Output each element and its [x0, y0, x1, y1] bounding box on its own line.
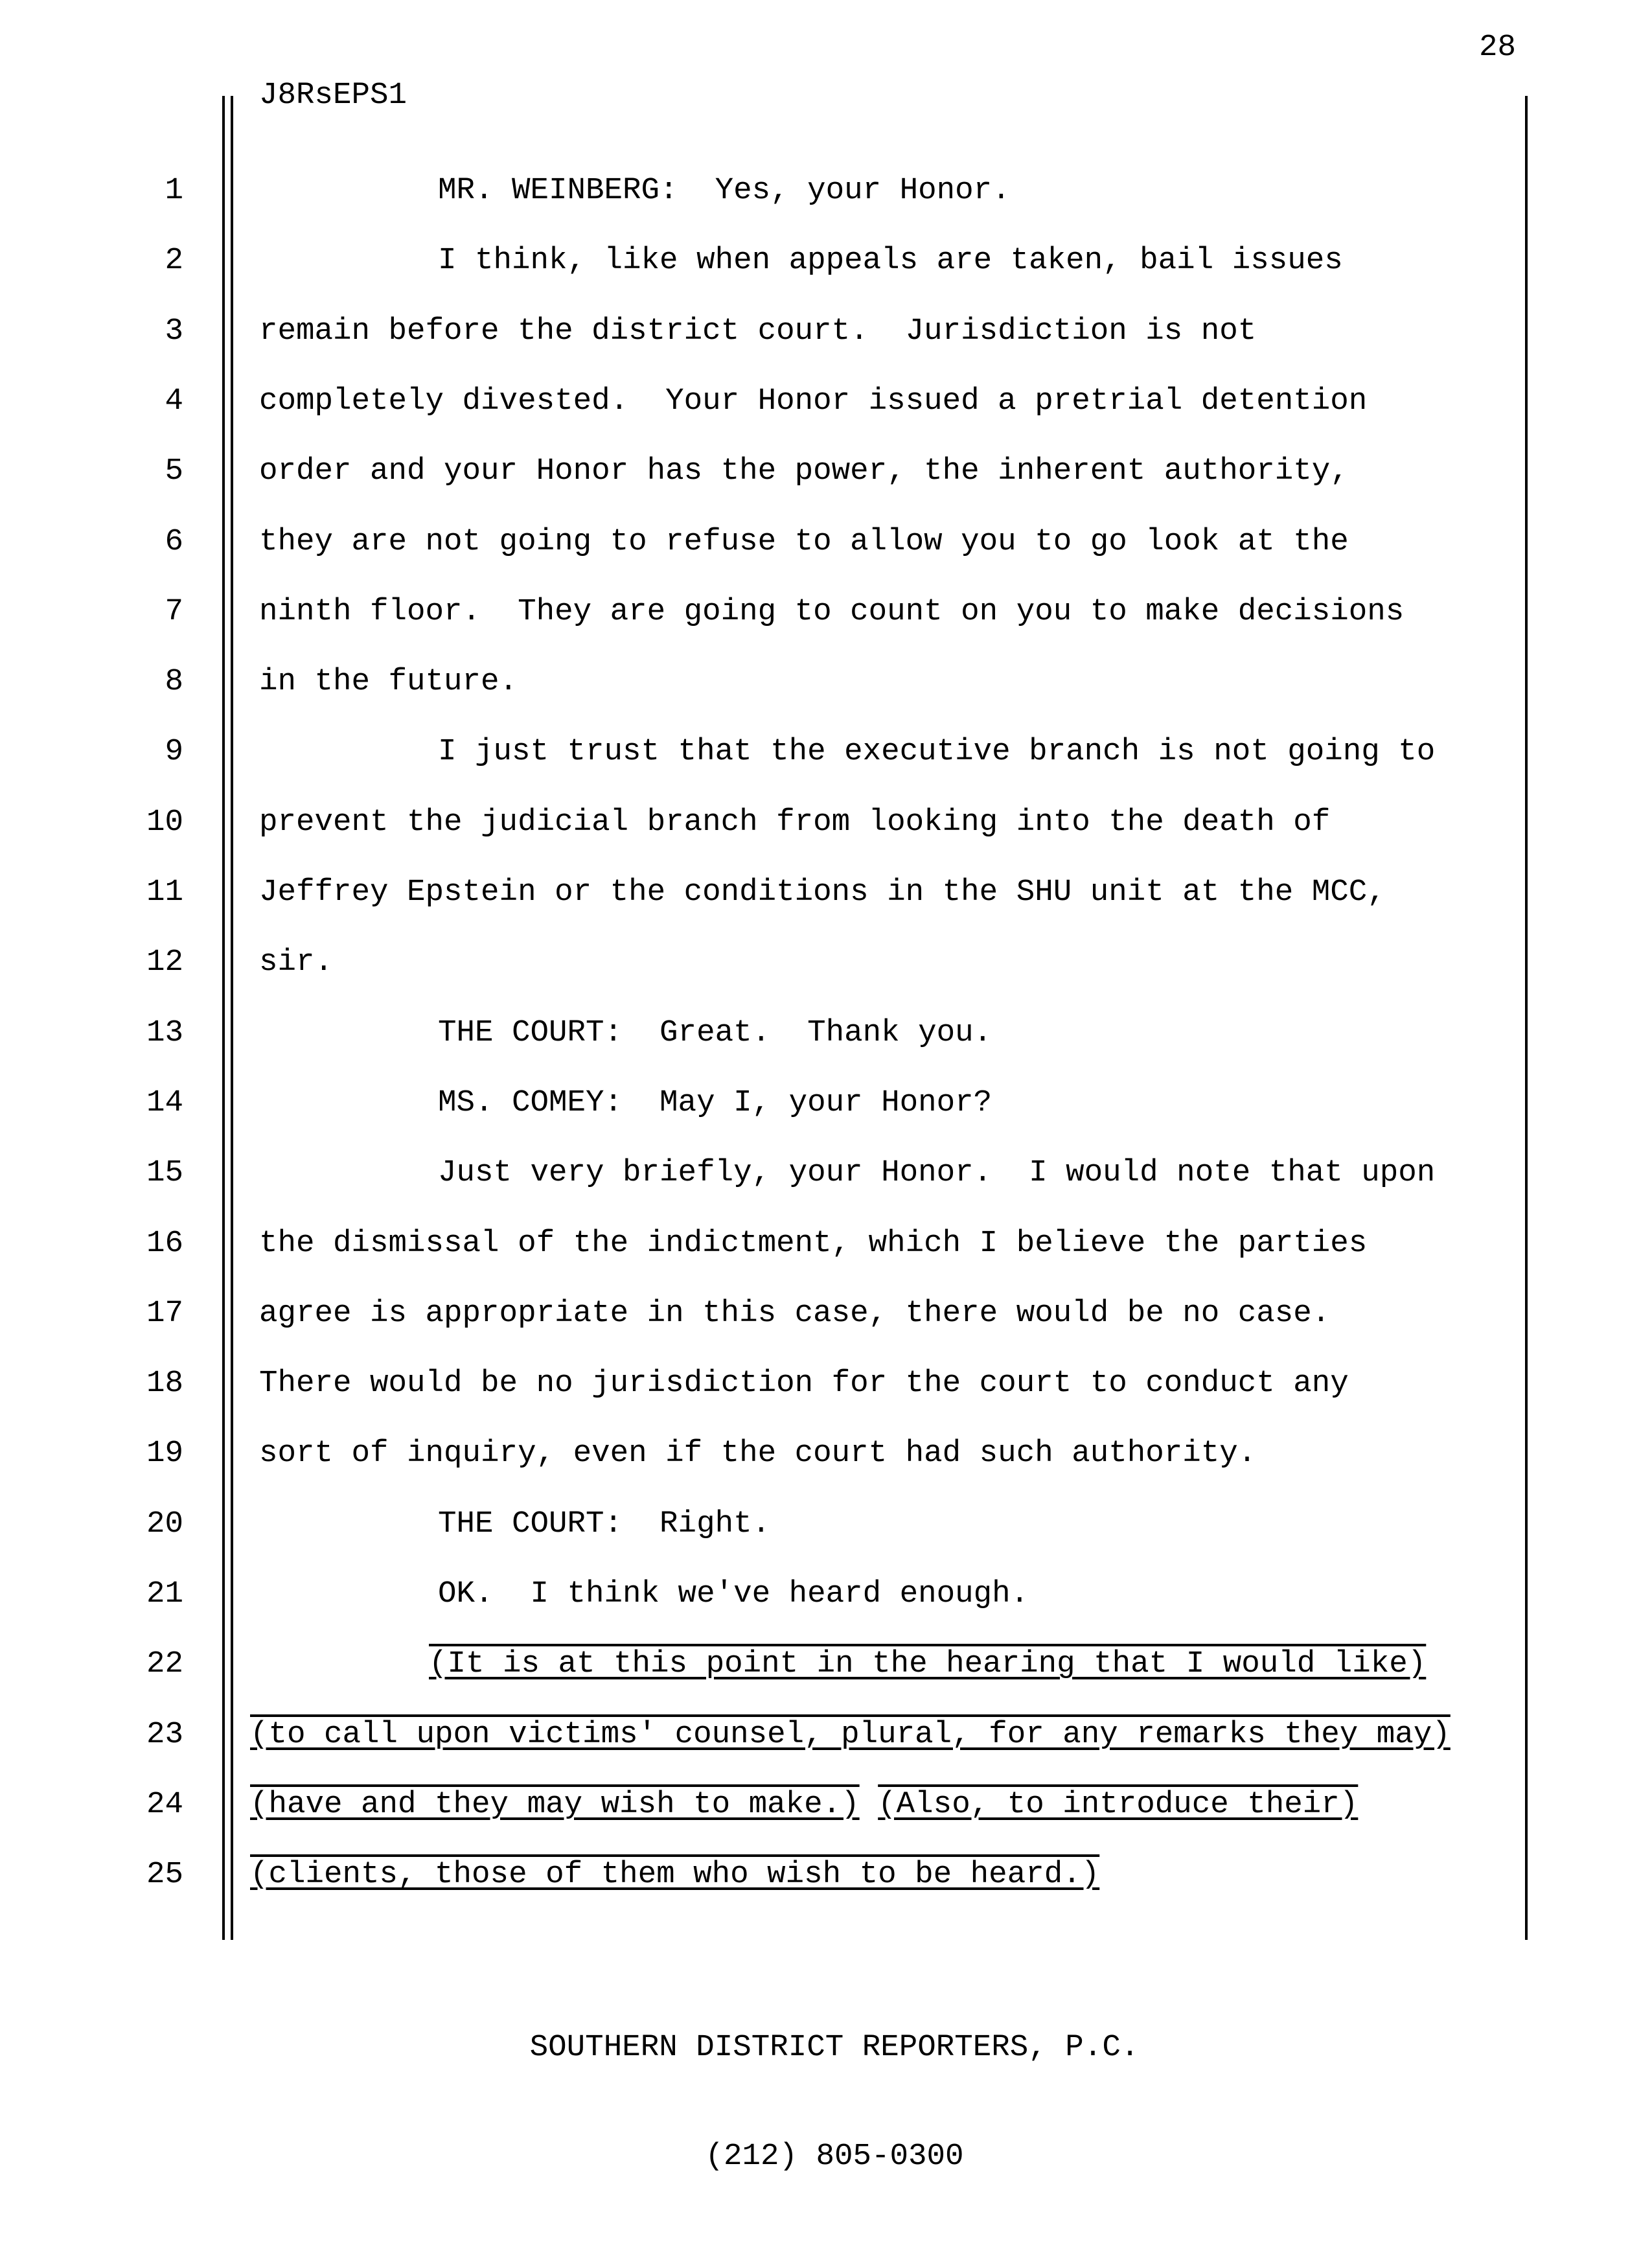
- transcript-line: [0, 524, 1652, 562]
- transcript-line: [0, 1085, 1652, 1124]
- transcript-line: [0, 1155, 1652, 1193]
- text-segment: I think, like when appeals are taken, bail issues: [438, 243, 1343, 279]
- text-segment: THE COURT: Right.: [438, 1506, 771, 1541]
- transcript-line: [0, 944, 1652, 983]
- transcript-line: [0, 874, 1652, 913]
- line-text: [438, 1506, 770, 1543]
- transcript-line: [0, 804, 1652, 843]
- line-text: [259, 1365, 1349, 1402]
- line-text: [438, 172, 1011, 209]
- line-text: [438, 1015, 992, 1052]
- text-segment: the dismissal of the indictment, which I believe the parties: [259, 1225, 1368, 1261]
- header-code: J8RsEPS1: [259, 78, 407, 113]
- line-text: [429, 1646, 1426, 1683]
- transcript-line: [0, 593, 1652, 632]
- line-text: [259, 453, 1349, 490]
- text-segment: they are not going to refuse to allow you to go look at the: [259, 524, 1349, 559]
- transcript-line: [0, 1506, 1652, 1545]
- line-text: [438, 733, 1435, 770]
- transcript-line: [0, 1716, 1652, 1755]
- line-number: 14: [146, 1085, 183, 1120]
- line-number: 5: [165, 454, 183, 489]
- line-number: 17: [146, 1295, 183, 1331]
- line-number: 2: [165, 243, 183, 279]
- sealed-text-segment: (to call upon victims' counsel, plural, for any remarks they may): [250, 1716, 1451, 1752]
- text-segment: [860, 1787, 878, 1822]
- sealed-text-segment: (clients, those of them who wish to be heard.): [250, 1857, 1100, 1893]
- text-segment: sir.: [259, 945, 334, 980]
- text-segment: ninth floor. They are going to count on you to make decisions: [259, 593, 1405, 629]
- line-number: 8: [165, 664, 183, 700]
- footer-phone: (212) 805-0300: [705, 2139, 964, 2174]
- line-number: 22: [146, 1646, 183, 1682]
- footer-org: SOUTHERN DISTRICT REPORTERS, P.C.: [529, 2030, 1140, 2065]
- line-number: 16: [146, 1225, 183, 1261]
- transcript-line: [0, 242, 1652, 281]
- text-segment: Jeffrey Epstein or the conditions in the SHU unit at the MCC,: [259, 875, 1386, 910]
- line-number: 20: [146, 1506, 183, 1541]
- line-text: [438, 242, 1343, 279]
- transcript-line: [0, 1856, 1652, 1895]
- line-number: 13: [146, 1015, 183, 1050]
- text-segment: I just trust that the executive branch is not going to: [438, 734, 1436, 770]
- line-number: 12: [146, 945, 183, 980]
- text-segment: completely divested. Your Honor issued a pretrial detention: [259, 383, 1368, 419]
- text-segment: sort of inquiry, even if the court had such authority.: [259, 1436, 1257, 1471]
- line-number: 3: [165, 313, 183, 349]
- transcript-line: [0, 1646, 1652, 1685]
- line-text: [259, 663, 518, 700]
- line-number: 24: [146, 1786, 183, 1822]
- text-segment: agree is appropriate in this case, there would be no case.: [259, 1295, 1331, 1331]
- text-segment: There would be no jurisdiction for the court to conduct any: [259, 1366, 1349, 1401]
- line-text: [438, 1576, 1029, 1613]
- line-text: [438, 1085, 992, 1122]
- transcript-line: [0, 453, 1652, 492]
- text-segment: order and your Honor has the power, the inherent authority,: [259, 454, 1349, 489]
- transcript-line: [0, 172, 1652, 211]
- sealed-text-segment: (It is at this point in the hearing that I would like): [429, 1646, 1427, 1682]
- text-segment: prevent the judicial branch from looking into the death of: [259, 804, 1331, 840]
- text-segment: in the future.: [259, 664, 518, 700]
- text-segment: MS. COMEY: May I, your Honor?: [438, 1085, 992, 1120]
- line-text: [259, 944, 333, 981]
- line-number: 21: [146, 1576, 183, 1611]
- line-number: 9: [165, 734, 183, 770]
- transcript-line: [0, 1365, 1652, 1404]
- sealed-text-segment: (Also, to introduce their): [878, 1786, 1359, 1822]
- text-segment: MR. WEINBERG: Yes, your Honor.: [438, 173, 1011, 208]
- transcript-line: [0, 733, 1652, 772]
- line-number: 4: [165, 383, 183, 419]
- transcript-line: [0, 663, 1652, 702]
- line-number: 25: [146, 1857, 183, 1893]
- text-segment: remain before the district court. Jurisdiction is not: [259, 313, 1257, 349]
- line-number: 23: [146, 1716, 183, 1752]
- transcript-line: [0, 1576, 1652, 1615]
- line-text: [259, 313, 1256, 350]
- page-footer: [254, 1957, 1415, 2247]
- line-text: [259, 593, 1404, 630]
- line-text: [250, 1786, 1358, 1823]
- transcript-line: [0, 383, 1652, 422]
- line-number: 15: [146, 1155, 183, 1191]
- transcript-line: [0, 313, 1652, 352]
- line-text: [259, 874, 1386, 911]
- line-text: [259, 1225, 1367, 1262]
- line-number: 18: [146, 1366, 183, 1401]
- transcript-line: [0, 1786, 1652, 1825]
- line-text: [438, 1155, 1435, 1192]
- line-number: 1: [165, 173, 183, 208]
- line-text: [259, 804, 1330, 841]
- line-number: 10: [146, 804, 183, 840]
- text-segment: OK. I think we've heard enough.: [438, 1576, 1029, 1611]
- transcript-line: [0, 1225, 1652, 1264]
- line-number: 6: [165, 524, 183, 559]
- sealed-text-segment: (have and they may wish to make.): [250, 1786, 860, 1822]
- line-text: [250, 1716, 1451, 1753]
- text-segment: Just very briefly, your Honor. I would note that upon: [438, 1155, 1436, 1191]
- line-text: [259, 1435, 1256, 1472]
- line-text: [250, 1856, 1099, 1893]
- transcript-line: [0, 1015, 1652, 1054]
- transcript-line: [0, 1435, 1652, 1474]
- transcript-line: [0, 1295, 1652, 1334]
- page-number: 28: [1478, 30, 1516, 65]
- line-number: 7: [165, 593, 183, 629]
- line-number: 11: [146, 875, 183, 910]
- line-text: [259, 383, 1367, 420]
- line-number: 19: [146, 1436, 183, 1471]
- line-text: [259, 524, 1349, 560]
- line-text: [259, 1295, 1330, 1332]
- text-segment: THE COURT: Great. Thank you.: [438, 1015, 992, 1050]
